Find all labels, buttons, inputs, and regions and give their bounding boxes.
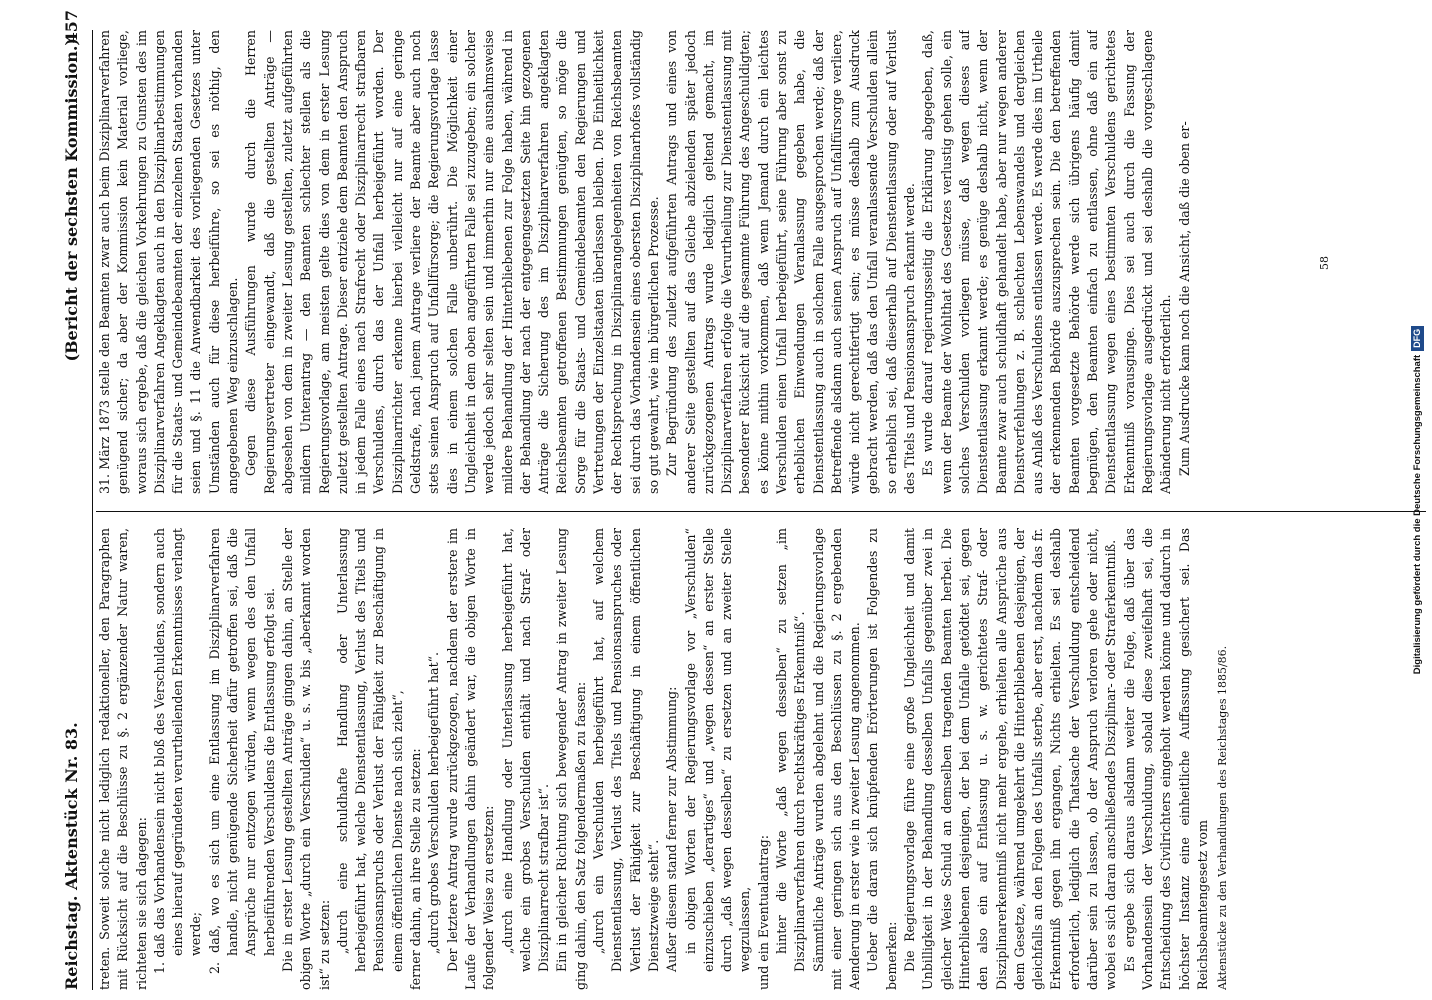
paragraph: Es ergebe sich daraus alsdann weiter die Folge, daß über das Vorhandensein der Verschuldung, sobald diese zweifelhaft sei, die Entscheidung des Civilrichters eingeholt werden könne und dadurch in höchster Instanz eine einheitliche Auffassung gesichert sei. Das Reichsbeamtengesetz vom — [1121, 528, 1210, 990]
page-footer-number: 58 — [1318, 256, 1331, 270]
paragraph: Ueber die daran sich knüpfenden Erörterungen ist Folgendes zu bemerken: — [865, 528, 899, 990]
quoted-amendment: „durch eine schuldhafte Handlung oder Unterlassung herbeigeführt hat, welche Dienstentlassung, Verlust des Titels und Pensionsanspruchs oder Verlust der Fähigkeit zur Beschäftigung in einem öffentlichen Dienste nach sich zieht“, — [334, 528, 405, 972]
paragraph: treten. Soweit solche nicht lediglich redaktioneller, den Paragraphen mit Rücksicht auf die Beschlüsse zu §. 2 ergänzender Natur waren, richteten sie sich dagegen: — [97, 528, 149, 990]
paragraph: Zur Begründung des zuletzt aufgeführten Antrags und eines von anderer Seite gestellten auf das Gleiche abzielenden später jedoch zurückgezogenen Antrags wurde lediglich geltend gemacht, im Disziplinarverfahren erfolge die Verurtheilung zur Dienstentlassung mit besonderer Rücksicht auf die gesammte Führung des Angeschuldigten; es könne mithin vorkommen, daß wenn Jemand durch ein leichtes Verschulden einen Unfall herbeigeführt, seine Führung aber sonst zu erheblichen Einwendungen Veranlassung gegeben habe, die Dienstentlassung auch in solchem Falle ausgesprochen werde; daß der Betreffende alsdann auch seinen Anspruch auf Unfallfürsorge verliere, würde nicht gerechtfertigt sein; es müsse deshalb zum Ausdruck gebracht werden, daß das den Unfall veranlassende Verschulden allein so erheblich sei, daß dieserhalb auf Dienstentlassung oder auf Verlust des Titels und Pensionsanspruch erkannt werde. — [664, 30, 918, 494]
paragraph: Gegen diese Ausführungen wurde durch die Herren Regierungsvertreter eingewandt, daß die gestellten Anträge — abgesehen von dem in zweiter Lesung gestellten, zuletzt aufgeführten mildern Unterantrag — den Beamten schlechter stellen als die Regierungsvorlage, am meisten gelte dies von dem in erster Lesung zuletzt gestellten Antrage. Dieser entziehe dem Beamten den Anspruch in jedem Falle eines nach Strafrecht oder Disziplinarrecht strafbaren Verschuldens, durch das der Unfall herbeigeführt worden. Der Disziplinarrichter erkenne hierbei vielleicht nur auf eine geringe Geldstrafe, nach jenem Antrage verliere der Beamte aber auch noch stets seinen Anspruch auf Unfallfürsorge; die Regierungsvorlage lasse dies in einem solchen Falle unberührt. Die Möglichkeit einer Ungleichheit in dem oben angeführten Falle sei zuzugeben; ein solcher werde jedoch sehr selten sein und immerhin nur eine ausnahmsweise mildere Behandlung der Hinterbliebenen zur Folge haben, während in der Behandlung der nach der entgegengesetzten Seite hin gezogenen Anträge die Sicherung des im Disziplinarverfahren angeklagten Reichsbeamten getroffenen Bestimmungen genügten, so möge die Sorge für die Staats- und Gemeindebeamten den Regierungen und Vertretungen der Einzelstaaten überlassen bleiben. Die Einheitlichkeit der Rechtsprechung in Disziplinarangelegenheiten von Reichsbeamten sei durch das Vorhandensein eines obersten Disziplinarhofes vollständig so gut gewahrt, wie im bürgerlichen Prozesse. — [243, 30, 661, 494]
paragraph: Die in erster Lesung gestellten Anträge gingen dahin, an Stelle der obigen Worte „durch ein Verschulden“ u. s. w. bis „aberkannt worden ist“ zu setzen: — [279, 528, 332, 990]
paragraph: Zum Ausdrucke kam noch die Ansicht, daß die oben er- — [1176, 121, 1192, 476]
header-rule — [92, 30, 93, 990]
paragraph: und ein Eventualantrag: — [755, 835, 771, 990]
header-right-title: (Bericht der sechsten Kommission.) — [62, 38, 81, 362]
paragraph: 31. März 1873 stelle den Beamten zwar auch beim Disziplinarverfahren genügend sicher; da aber der Kommission kein Material vorliege, woraus sich ergebe, daß die gleichen Vorkehrungen zu Gunsten des im Disziplinarverfahren Angeklagten auch in den Disziplinarbestimmungen für die Staats- und Gemeindebeamten der einzelnen Staaten vorhanden seien und §. 11 die Anwendbarkeit des vorliegenden Gesetzes unter Umständen auch für diese herbeiführe, so sei es nöthig, den angegebenen Weg einzuschlagen. — [97, 30, 241, 494]
list-item: 2. daß, wo es sich um eine Entlassung im Disziplinarverfahren handle, nicht genügende Sicherheit dafür getroffen sei, daß die Ansprüche nur entzogen würden, wenn wegen des den Unfall herbeiführenden Verschuldens die Entlassung erfolgt sei. — [206, 528, 277, 974]
quoted-amendment: „durch grobes Verschulden herbeigeführt hat“. — [426, 651, 442, 954]
quoted-amendment: „durch ein Verschulden herbeigeführt hat, auf welchem Dienstentlassung, Verlust des Titels und Pensionsanspruches oder Verlust der Fähigkeit zur Beschäftigung in einem öffentlichen Dienstzweige steht“. — [591, 528, 661, 972]
digitization-note: Digitalisierung gefördert durch die Deutsche Forschungsgemeinschaft — [1412, 354, 1423, 675]
paragraph: Sämmtliche Anträge wurden abgelehnt und die Regierungsvorlage mit einer geringen sich aus den Beschlüssen zu §. 2 ergebenden Aenderung in erster wie in zweiter Lesung angenommen. — [810, 528, 863, 990]
text-column-right — [96, 30, 1306, 494]
text-column-left — [96, 528, 1426, 990]
column-divider — [96, 511, 1426, 512]
paragraph: Außer diesem stand ferner zur Abstimmung: — [664, 686, 680, 972]
column-footer: Aktenstücke zu den Verhandlungen des Reichstages 1885/86. — [1216, 645, 1230, 990]
page-number: 457 — [62, 10, 81, 44]
quoted-amendment: hinter die Worte „daß wegen desselben“ zu setzen „im Disziplinarverfahren durch rechtskräftiges Erkenntniß“. — [773, 528, 808, 972]
paragraph: Der letztere Antrag wurde zurückgezogen, nachdem der erstere im Laufe der Verhandlungen dahin geändert war, die obigen Worte in folgender Weise zu ersetzen: — [444, 528, 497, 990]
quoted-amendment: in obigen Worten der Regierungsvorlage vor „Verschulden“ einzuschieben „derartiges“ und „wegen dessen“ an erster Stelle durch „daß wegen desselben“ zu ersetzen und an zweiter Stelle wegzulassen, — [682, 528, 753, 972]
quoted-amendment: „durch eine Handlung oder Unterlassung herbeigeführt hat, welche ein grobes Verschulden enthält und nach Straf- oder Disziplinarrecht strafbar ist“. — [499, 528, 552, 972]
paragraph: Es wurde darauf regierungsseitig die Erklärung abgegeben, daß, wenn der Beamte der Wohlthat des Gesetzes verlustig gehen solle, ein solches Verschulden vorliegen müsse, daß wegen dieses auf Dienstentlassung erkannt werde; es genüge deshalb nicht, wenn der Beamte zwar auch schuldhaft gehandelt habe, aber nur wegen anderer Dienstverfehlungen z. B. schlechten Lebenswandels und dergleichen aus Anlaß des Verschuldens entlassen werde. Es werde dies im Urtheile der erkennenden Behörde auszusprechen sein. Die den betreffenden Beamten vorgesetzte Behörde werde sich übrigens häufig damit begnügen, den Beamten einfach zu entlassen, ohne daß ein auf Dienstentlassung wegen eines bestimmten Verschuldens gerichtetes Erkenntniß vorausginge. Dies sei auch durch die Fassung der Regierungsvorlage ausgedrückt und sei deshalb die vorgeschlagene Abänderung nicht erforderlich. — [920, 30, 1174, 494]
dfg-logo: DFG — [1411, 326, 1424, 351]
paragraph: ferner dahin, an ihre Stelle zu setzen: — [408, 748, 424, 990]
list-item: 1. daß das Vorhandensein nicht bloß des Verschuldens, sondern auch eines hierauf gegründeten verurtheilenden Erkenntnisses verlangt werde; — [151, 528, 204, 974]
paragraph: Ein in gleicher Richtung sich bewegender Antrag in zweiter Lesung ging dahin, den Satz folgendermaßen zu fassen: — [554, 528, 588, 990]
side-banner — [1408, 0, 1428, 1000]
header-left-title: Reichstag. Aktenstück Nr. 83. — [62, 722, 81, 990]
page-header — [62, 10, 88, 990]
paragraph: Die Regierungsvorlage führe eine große Ungleichheit und damit Unbilligkeit in der Behandlung desselben Unfalls gegenüber zwei in gleicher Weise Schuld an demselben tragenden Beamten herbei. Die Hinterbliebenen desjenigen, der bei dem Unfalle getödtet sei, gegen den also ein auf Entlassung u. s. w. gerichtetes Straf- oder Disziplinarerkenntniß nicht mehr ergehe, erhielten alle Ansprüche aus dem Gesetze, während umgekehrt die Hinterbliebenen desjenigen, der gleichfalls an den Folgen des Unfalls sterbe, aber erst, nachdem das fr. Erkenntniß gegen ihn ergangen, Nichts erhielten. Es sei deshalb erforderlich, lediglich die Thatsache der Verschuldung entscheidend darüber sein zu lassen, ob der Anspruch verloren gehe oder nicht, wobei es sich daran anschließendes Disziplinar- oder Straferkenntniß. — [902, 528, 1119, 990]
